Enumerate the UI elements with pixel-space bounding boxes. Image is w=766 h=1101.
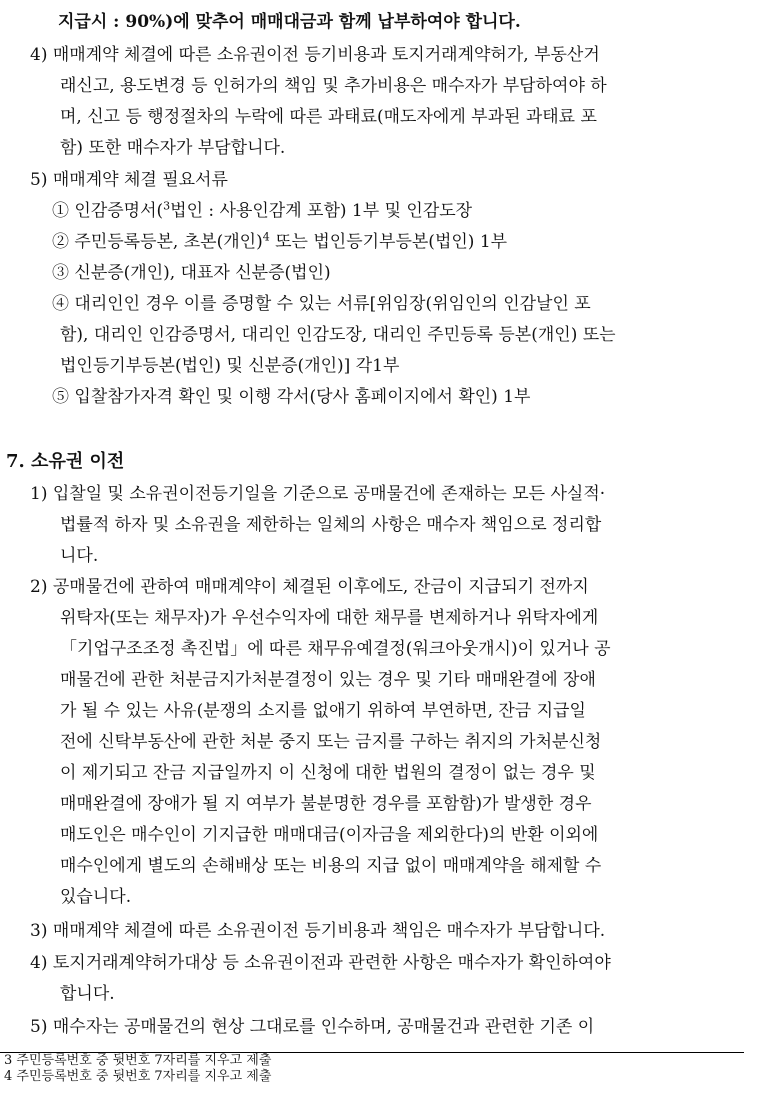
sec7-item-2-line-5: 가 될 수 있는 사유(분쟁의 소지를 없애기 위하여 부연하면, 잔금 지급일 <box>60 701 586 721</box>
sec7-item-1-line-2: 법률적 하자 및 소유권을 제한하는 일체의 사항은 매수자 책임으로 정리합 <box>60 515 602 535</box>
sec7-item-2-line-4: 매물건에 관한 처분금지가처분결정이 있는 경우 및 기타 매매완결에 장애 <box>60 670 596 690</box>
sec7-item-4-line-2: 합니다. <box>60 984 115 1004</box>
sec7-item-2-line-2: 위탁자(또는 채무자)가 우선수익자에 대한 채무를 변제하거나 위탁자에게 <box>60 608 599 628</box>
sec7-item-3: 3) 매매계약 체결에 따른 소유권이전 등기비용과 책임은 매수자가 부담합니다. <box>30 921 606 941</box>
section-7-heading: 7. 소유권 이전 <box>6 451 125 472</box>
sec7-item-2-line-6: 전에 신탁부동산에 관한 처분 중지 또는 금지를 구하는 취지의 가처분신청 <box>60 732 602 752</box>
footnote-ref-4: 4 <box>262 230 270 244</box>
doc-item-1-pre: ① 인감증명서( <box>52 201 164 221</box>
sec7-item-1-line-3: 니다. <box>60 546 99 566</box>
item-4-line-1: 4) 매매계약 체결에 따른 소유권이전 등기비용과 토지거래계약허가, 부동산거 <box>30 45 600 65</box>
footnote-3: 3 주민등록번호 중 뒷번호 7자리를 지우고 제출 <box>4 1053 272 1068</box>
doc-item-2-pre: ② 주민등록등본, 초본(개인) <box>52 232 263 252</box>
sec7-item-2-line-9: 매도인은 매수인이 기지급한 매매대금(이자금을 제외한다)의 반환 이외에 <box>60 825 599 845</box>
footnote-ref-3: 3 <box>163 199 171 213</box>
payment-note-line: 지급시 : 90%)에 맞추어 매매대금과 함께 납부하여야 합니다. <box>58 12 521 32</box>
sec7-item-2-line-11: 있습니다. <box>60 887 132 907</box>
doc-item-2 <box>52 231 507 253</box>
sec7-item-2-line-1: 2) 공매물건에 관하여 매매계약이 체결된 이후에도, 잔금이 지급되기 전까지 <box>30 577 589 597</box>
doc-item-4-line-1: ④ 대리인인 경우 이를 증명할 수 있는 서류[위임장(위임인의 인감날인 포 <box>52 294 591 314</box>
sec7-item-2-line-8: 매매완결에 장애가 될 지 여부가 불분명한 경우를 포함함)가 발생한 경우 <box>60 794 592 814</box>
sec7-item-2-line-10: 매수인에게 별도의 손해배상 또는 비용의 지급 없이 매매계약을 해제할 수 <box>60 856 602 876</box>
doc-item-1 <box>52 200 472 222</box>
doc-item-5: ⑤ 입찰참가자격 확인 및 이행 각서(당사 홈페이지에서 확인) 1부 <box>52 387 531 407</box>
sec7-item-1-line-1: 1) 입찰일 및 소유권이전등기일을 기준으로 공매물건에 존재하는 모든 사실적· <box>30 484 606 504</box>
item-4-line-2: 래신고, 용도변경 등 인허가의 책임 및 추가비용은 매수자가 부담하여야 하 <box>60 76 607 96</box>
doc-item-1-post: 법인 : 사용인감계 포함) 1부 및 인감도장 <box>170 201 473 221</box>
item-5-heading: 5) 매매계약 체결 필요서류 <box>30 170 228 190</box>
doc-item-4-line-2: 함), 대리인 인감증명서, 대리인 인감도장, 대리인 주민등록 등본(개인) 또는 <box>60 325 616 345</box>
footnote-4: 4 주민등록번호 중 뒷번호 7자리를 지우고 제출 <box>4 1069 272 1084</box>
item-4-line-4: 함) 또한 매수자가 부담합니다. <box>60 138 286 158</box>
doc-item-3: ③ 신분증(개인), 대표자 신분증(법인) <box>52 263 331 283</box>
sec7-item-2-line-3: 「기업구조조정 촉진법」에 따른 채무유예결정(워크아웃개시)이 있거나 공 <box>60 639 611 659</box>
sec7-item-5-line-1: 5) 매수자는 공매물건의 현상 그대로를 인수하며, 공매물건과 관련한 기존 이 <box>30 1017 595 1037</box>
doc-item-4-line-3: 법인등기부등본(법인) 및 신분증(개인)] 각1부 <box>60 356 400 376</box>
sec7-item-2-line-7: 이 제기되고 잔금 지급일까지 이 신청에 대한 법원의 결정이 없는 경우 및 <box>60 763 596 783</box>
item-4-line-3: 며, 신고 등 행정절차의 누락에 따른 과태료(매도자에게 부과된 과태료 포 <box>60 107 597 127</box>
doc-item-2-post: 또는 법인등기부등본(법인) 1부 <box>269 232 508 252</box>
sec7-item-4-line-1: 4) 토지거래계약허가대상 등 소유권이전과 관련한 사항은 매수자가 확인하여야 <box>30 953 611 973</box>
